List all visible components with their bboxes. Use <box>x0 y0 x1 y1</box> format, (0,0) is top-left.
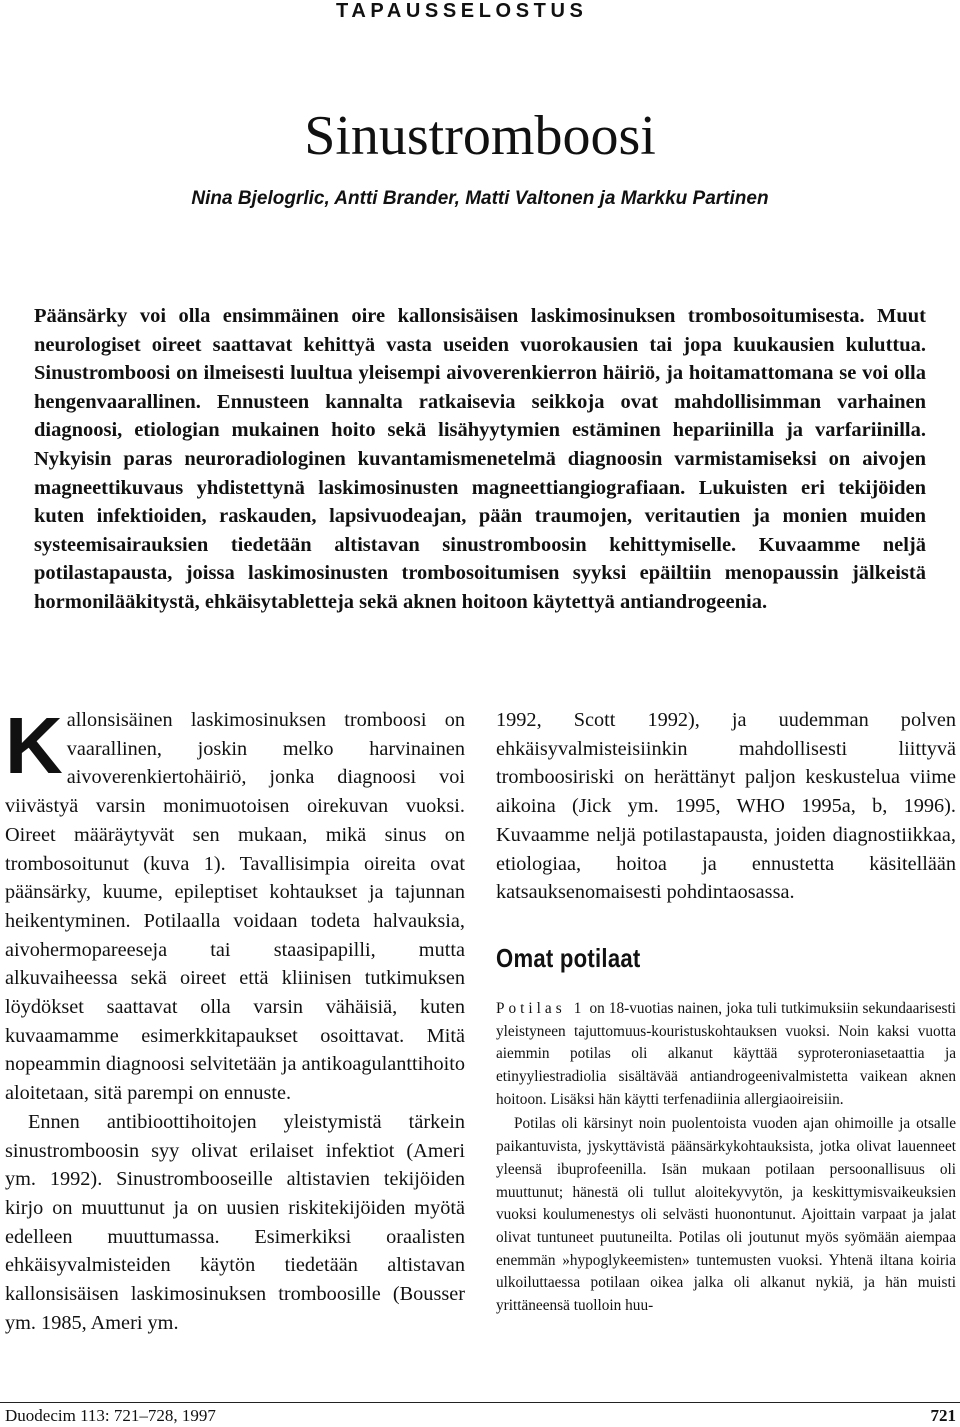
article-title: Sinustromboosi <box>304 105 656 167</box>
abstract <box>34 302 926 617</box>
drop-cap: K <box>5 701 63 790</box>
page-number: 721 <box>930 1406 956 1425</box>
journal-citation: Duodecim 113: 721–728, 1997 <box>5 1406 216 1425</box>
right-column <box>496 706 956 1318</box>
author-list: Nina Bjelogrlic, Antti Brander, Matti Valtonen ja Markku Partinen <box>191 188 769 209</box>
intro-paragraph-text: allonsisäinen laskimosinuksen tromboosi on vaarallinen, joskin melko harvinainen aivoverenkiertohäiriö, jonka diagnoosi voi viivästyä varsin monimuotoisen oirekuvan vuoksi. Oireet määräytyvät sen mukaan, mikä sinus on trombosoitunut (kuva 1). Tavallisimpia oireita ovat päänsärky, kuume, epileptiset kohtaukset ja tajunnan heikentyminen. Potilaalla voidaan todeta halvauksia, aivohermopareeseja tai staasipapilli, mutta alkuvaiheessa sekä oireet että kliinisen tutkimuksen löydökset saattavat olla varsin vähäisiä, kuten kuvaamamme esimerkkitapaukset osoittavat. Mitä nopeammin diagnoosi selvitetään ja antikoagulanttihoito aloitetaan, sitä parempi on ennuste. <box>5 709 465 1105</box>
intro-paragraph <box>5 701 465 1108</box>
footer-rule <box>0 1402 960 1403</box>
case-paragraph <box>496 998 956 1112</box>
case-paragraph: Potilas oli kärsinyt noin puolentoista vuoden ajan ohimoille ja otsalle paikantuvista, jyskyttävistä päänsärkykohtauksista, jotka olivat lauenneet yleensä ibuprofeenilla. Isän mukaan potilaan persoonallisuus oli muuttunut; hänestä oli tullut aloitekyvytön, ja keskittymisvaikeuksien vuoksi koulumenestys oli selvästi huonontunut. Ajoittain varpaat ja jalat olivat tuntuneet puutuneilta. Potilas oli joutunut myös syömään aiempaa enemmän »hypoglykeemisten» tuntemusten vuoksi. Yhtenä iltana koiria ulkoiluttaessa potilaan oikea jalka oli alkanut nykiä, ja hän muisti yrittäneensä tuolloin huu- <box>496 1115 956 1315</box>
body-paragraph: 1992, Scott 1992), ja uudemman polven ehkäisyvalmisteisiinkin mahdollisesti liittyvä tromboosiriski on herättänyt paljon keskustelua viime aikoina (Jick ym. 1995, WHO 1995a, b, 1996). Kuvaamme neljä potilastapausta, joiden diagnostiikkaa, etiologiaa, hoitoa ja ennustetta käsitellään katsauksenomaisesti pohdintaosassa. <box>496 709 956 904</box>
body-paragraph: Ennen antibioottihoitojen yleistymistä tärkein sinustromboosin syy olivat erilaiset infektiot (Ameri ym. 1992). Sinustrombooseille altistavien tekijöiden kirjo on muuttunut ja on uusien riskitekijöiden myötä edelleen muuttumassa. Esimerkiksi oraalisten ehkäisyvalmisteiden käytön tiedetään altistavan kallonsisäisen laskimosinuksen tromboosille (Bousser ym. 1985, Ameri ym. <box>5 1110 465 1334</box>
left-column <box>5 701 465 1337</box>
section-heading: Omat potilaat <box>496 942 641 973</box>
abstract-text: Päänsärky voi olla ensimmäinen oire kallonsisäisen laskimosinuksen trombosoitumisesta. Muut neurologiset oireet saattavat kehittyä vasta useiden vuorokausien tai jopa kuukausien kuluttua. Sinustromboosi on ilmeisesti luultua yleisempi aivoverenkierron häiriö, ja hoitamattomana se voi olla hengenvaarallinen. Ennusteen kannalta ratkaisevia seikkoja ovat mahdollisimman varhainen diagnoosi, etiologian mukainen hoito sekä lisähyytymien estäminen hepariinilla ja varfariinilla. Nykyisin paras neuroradiologinen kuvantamismenetelmä diagnoosin varmistamiseksi on aivojen magneettikuvaus yhdistettynä laskimosinusten magneettiangiografiaan. Lukuisten eri tekijöiden kuten infektioiden, raskauden, lapsivuodeajan, pään traumojen, veritautien ja monien muiden systeemisairauksien tiedetään altistavan sinustromboosin kehittymiselle. Kuvaamme neljä potilastapausta, joissa laskimosinusten trombosoitumisen syyksi epäiltiin menopaussin jälkeistä hormonilääkitystä, ehkäisytabletteja sekä aknen hoitoon käytettyä antiandrogeenia. <box>34 305 926 613</box>
case-label: Potilas 1 <box>496 999 586 1017</box>
case-text: on 18-vuotias nainen, joka tuli tutkimuksiin sekundaarisesti yleistyneen tajuttomuus-kouristuskohtauksen vuoksi. Noin kaksi vuotta aiemmin potilas oli alkanut käyttää syproteroniasetaattia ja etinyyliestradiolia sisältävää antiandrogeenivalmistetta vaikean aknen hoitoon. Lisäksi hän käytti terfenadiinia allergiaoireisiin. <box>496 999 956 1108</box>
section-label: TAPAUSSELOSTUS <box>336 0 588 22</box>
